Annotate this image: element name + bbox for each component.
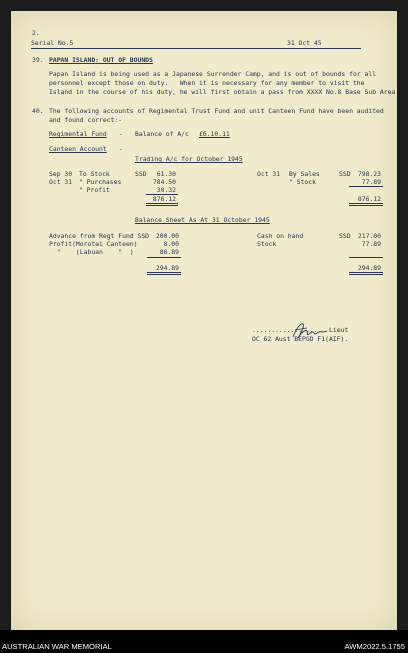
entry-amount: 77.89 bbox=[361, 240, 381, 248]
entry-amount: 86.89 bbox=[159, 248, 179, 256]
entry-amount: 30.32 bbox=[156, 186, 176, 194]
entry-description: Advance from Regt Fund SSD bbox=[49, 232, 150, 240]
entry-description: " Purchases bbox=[79, 178, 122, 186]
entry-amount: 784.50 bbox=[152, 178, 176, 186]
archive-footer bbox=[0, 630, 408, 653]
footer-catalogue-number: AWM2022.5.1755 bbox=[344, 642, 405, 651]
signature-line: .................. bbox=[252, 326, 322, 334]
regimental-balance-label: Balance of A/c bbox=[135, 130, 189, 138]
regimental-fund-label: Regimental Fund bbox=[49, 130, 107, 138]
subtotal-rule bbox=[349, 186, 383, 187]
regimental-balance-value: £6.10.11 bbox=[199, 130, 230, 138]
item-39-number: 39. bbox=[32, 56, 44, 64]
entry-amount: 61.30 bbox=[156, 170, 176, 178]
item-39-title: PAPAN ISLAND: OUT OF BOUNDS bbox=[49, 56, 153, 64]
entry-description: " Profit bbox=[79, 186, 110, 194]
balance-liabilities-total: 294.89 bbox=[155, 264, 179, 272]
entry-date: Oct 31 bbox=[49, 178, 73, 186]
entry-currency: SSD bbox=[339, 232, 351, 240]
subtotal-rule bbox=[349, 257, 383, 258]
item-39-line-2: personnel except those on duty. When it is necessary for any member to visit the bbox=[49, 79, 365, 87]
entry-amount: 200.00 bbox=[155, 232, 179, 240]
balance-assets-total: 294.89 bbox=[357, 264, 381, 272]
entry-description: To Stock bbox=[79, 170, 110, 178]
document-page bbox=[11, 11, 397, 630]
signatory-rank: Lieut bbox=[329, 326, 349, 334]
footer-institution: AUSTRALIAN WAR MEMORIAL bbox=[2, 642, 112, 651]
entry-amount: 798.23 bbox=[357, 170, 381, 178]
total-rule bbox=[349, 203, 383, 204]
entry-description: By Sales bbox=[289, 170, 320, 178]
entry-currency: SSD bbox=[339, 170, 351, 178]
total-rule bbox=[147, 274, 181, 275]
signatory-unit: OC 62 Aust BEPGD F1(AIF). bbox=[252, 335, 349, 343]
balance-sheet-title: Balance Sheet As At 31 October 1945 bbox=[135, 216, 270, 224]
entry-currency: SSD bbox=[135, 170, 147, 178]
entry-amount: 8.00 bbox=[163, 240, 179, 248]
canteen-account-dash: - bbox=[119, 145, 123, 153]
entry-amount: 77.89 bbox=[361, 178, 381, 186]
item-40-line-2: and found correct:- bbox=[49, 116, 123, 124]
entry-date: Oct 31 bbox=[257, 170, 281, 178]
document-date: 31 Oct 45 bbox=[287, 39, 322, 47]
total-rule bbox=[349, 274, 383, 275]
entry-description: Profit(Morotai Canteen) bbox=[49, 240, 138, 248]
item-39-line-1: Papan Island is being used as a Japanese Surrender Camp, and is out of bounds for all bbox=[49, 70, 377, 78]
trading-debit-total: 876.12 bbox=[152, 195, 176, 203]
total-rule bbox=[146, 203, 178, 204]
item-39-line-3: Island in the course of his duty, he will first obtain a pass from XXXX No.8 Base Sub Area bbox=[49, 88, 396, 96]
trading-credit-total: 876.12 bbox=[357, 195, 381, 203]
entry-description: Cash on hand bbox=[257, 232, 304, 240]
entry-description: " Stock bbox=[289, 178, 316, 186]
total-rule bbox=[147, 272, 181, 273]
subtotal-rule bbox=[147, 257, 181, 258]
entry-description: " (Labuan " ) bbox=[49, 248, 134, 256]
item-40-number: 40. bbox=[32, 107, 44, 115]
entry-amount: 217.00 bbox=[357, 232, 381, 240]
entry-date: Sep 30 bbox=[49, 170, 73, 178]
total-rule bbox=[349, 272, 383, 273]
total-rule bbox=[146, 205, 178, 206]
total-rule bbox=[349, 205, 383, 206]
page-number: 2. bbox=[32, 29, 40, 37]
trading-account-title: Trading A/c for October 1945 bbox=[135, 155, 243, 163]
entry-description: Stock bbox=[257, 240, 277, 248]
header-rule bbox=[31, 48, 361, 49]
canteen-account-label: Canteen Account bbox=[49, 145, 107, 153]
regimental-fund-dash: - bbox=[119, 130, 123, 138]
serial-number: Serial No.5 bbox=[31, 39, 74, 47]
item-40-line-1: The following accounts of Regimental Trust Fund and unit Canteen Fund have been audited bbox=[49, 107, 384, 115]
